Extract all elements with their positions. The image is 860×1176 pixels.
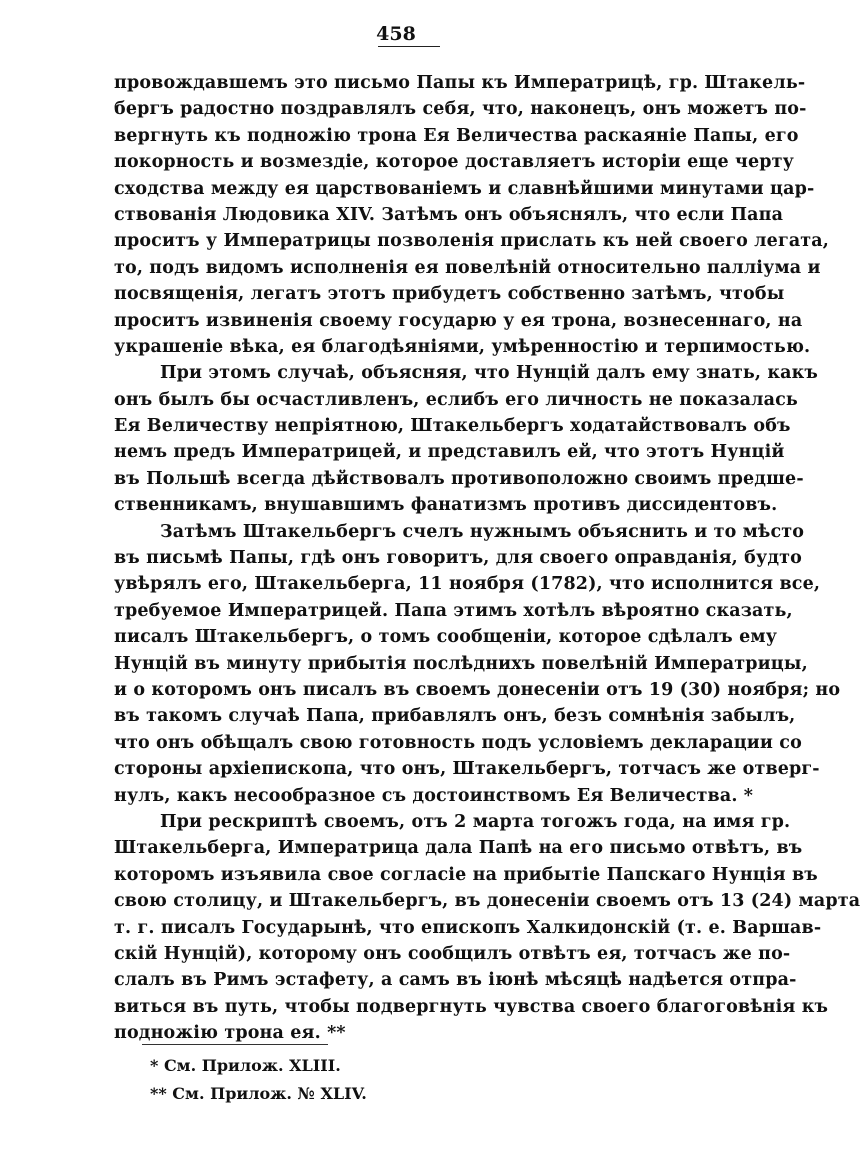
text-line: виться въ путь, чтобы подвергнуть чувства своего благоговѣнія къ — [114, 996, 829, 1017]
text-line: Штакельберга, Императрица дала Папѣ на его письмо отвѣтъ, въ — [114, 838, 803, 859]
page-number: 458 — [376, 23, 416, 45]
text-line: что онъ обѣщалъ свою готовность подъ условіемъ декларации со — [114, 732, 802, 753]
text-line: нулъ, какъ несообразное съ достоинствомъ Ея Величества. * — [114, 785, 754, 806]
footnotes — [150, 1052, 650, 1108]
text-line: покорность и возмездіе, которое доставляетъ исторіи еще черту — [114, 152, 795, 173]
text-line: вергнуть къ подножію трона Ея Величества раскаяніе Папы, его — [114, 125, 799, 146]
text-line: При рескриптѣ своемъ, отъ 2 марта тогожъ года, на имя гр. — [160, 811, 791, 832]
text-line: скій Нунцій), которому онъ сообщилъ отвѣтъ ея, тотчасъ же по- — [114, 943, 791, 964]
text-line: провождавшемъ это письмо Папы къ Императрицѣ, гр. Штакель- — [114, 73, 806, 93]
text-line: увѣрялъ его, Штакельберга, 11 ноября (1782), что исполнится все, — [114, 574, 821, 595]
text-line: стороны архіепископа, что онъ, Штакельбергъ, тотчасъ же отверг- — [114, 759, 820, 780]
text-line: онъ былъ бы осчастливленъ, еслибъ его личность не показалась — [114, 389, 798, 410]
text-line: проситъ извиненія своему государю у ея трона, вознесеннаго, на — [114, 310, 803, 331]
text-line: то, подъ видомъ исполненія ея повелѣній относительно палліума и — [114, 257, 821, 278]
text-line: въ письмѣ Папы, гдѣ онъ говоритъ, для своего оправданія, будто — [114, 548, 802, 569]
text-line: сходства между ея царствованіемъ и славнѣйшими минутами цар- — [114, 178, 815, 199]
text-line: немъ предъ Императрицей, и представилъ ей, что этотъ Нунцій — [114, 442, 785, 463]
text-line: свою столицу, и Штакельбергъ, въ донесеніи своемъ отъ 13 (24) марта — [114, 891, 860, 912]
text-line: и о которомъ онъ писалъ въ своемъ донесеніи отъ 19 (30) ноября; но — [114, 679, 841, 700]
text-line: бергъ радостно поздравлялъ себя, что, наконецъ, онъ можетъ по- — [114, 99, 807, 120]
text-line: слалъ въ Римъ эстафету, а самъ въ іюнѣ мѣсяцѣ надѣется отпра- — [114, 970, 797, 991]
header-rule — [378, 46, 440, 47]
text-line: ствованія Людовика XIV. Затѣмъ онъ объяснялъ, что если Папа — [114, 204, 784, 225]
text-line: Нунцій въ минуту прибытія послѣднихъ повелѣній Императрицы, — [114, 653, 808, 674]
text-line: которомъ изъявила свое согласіе на прибытіе Папскаго Нунція въ — [114, 864, 818, 885]
text-line: подножію трона ея. ** — [114, 1023, 346, 1044]
body-text — [114, 70, 860, 1046]
footnote-rule — [142, 1044, 328, 1045]
text-line: проситъ у Императрицы позволенія прислать къ ней своего легата, — [114, 231, 830, 252]
text-line: т. г. писалъ Государынѣ, что епископъ Халкидонскій (т. е. Варшав- — [114, 917, 822, 938]
footnote: ** См. Прилож. № XLIV. — [150, 1084, 367, 1103]
text-line: Ея Величеству непріятною, Штакельбергъ ходатайствовалъ объ — [114, 416, 791, 437]
text-line: въ такомъ случаѣ Папа, прибавлялъ онъ, безъ сомнѣнія забылъ, — [114, 706, 796, 727]
text-line: украшеніе вѣка, ея благодѣяніями, умѣренностію и терпимостью. — [114, 336, 811, 357]
text-line: требуемое Императрицей. Папа этимъ хотѣлъ вѣроятно сказать, — [114, 600, 793, 621]
text-line: писалъ Штакельбергъ, о томъ сообщеніи, которое сдѣлалъ ему — [114, 627, 778, 648]
text-line: въ Польшѣ всегда дѣйствовалъ противоположно своимъ предше- — [114, 468, 804, 489]
footnote: * См. Прилож. XLIII. — [150, 1056, 341, 1075]
text-line: посвященія, легатъ этотъ прибудетъ собственно затѣмъ, чтобы — [114, 284, 785, 305]
text-line: Затѣмъ Штакельбергъ счелъ нужнымъ объяснить и то мѣсто — [160, 521, 805, 542]
text-line: ственникамъ, внушавшимъ фанатизмъ противъ диссидентовъ. — [114, 495, 778, 516]
text-line: При этомъ случаѣ, объясняя, что Нунцій далъ ему знать, какъ — [160, 363, 818, 384]
